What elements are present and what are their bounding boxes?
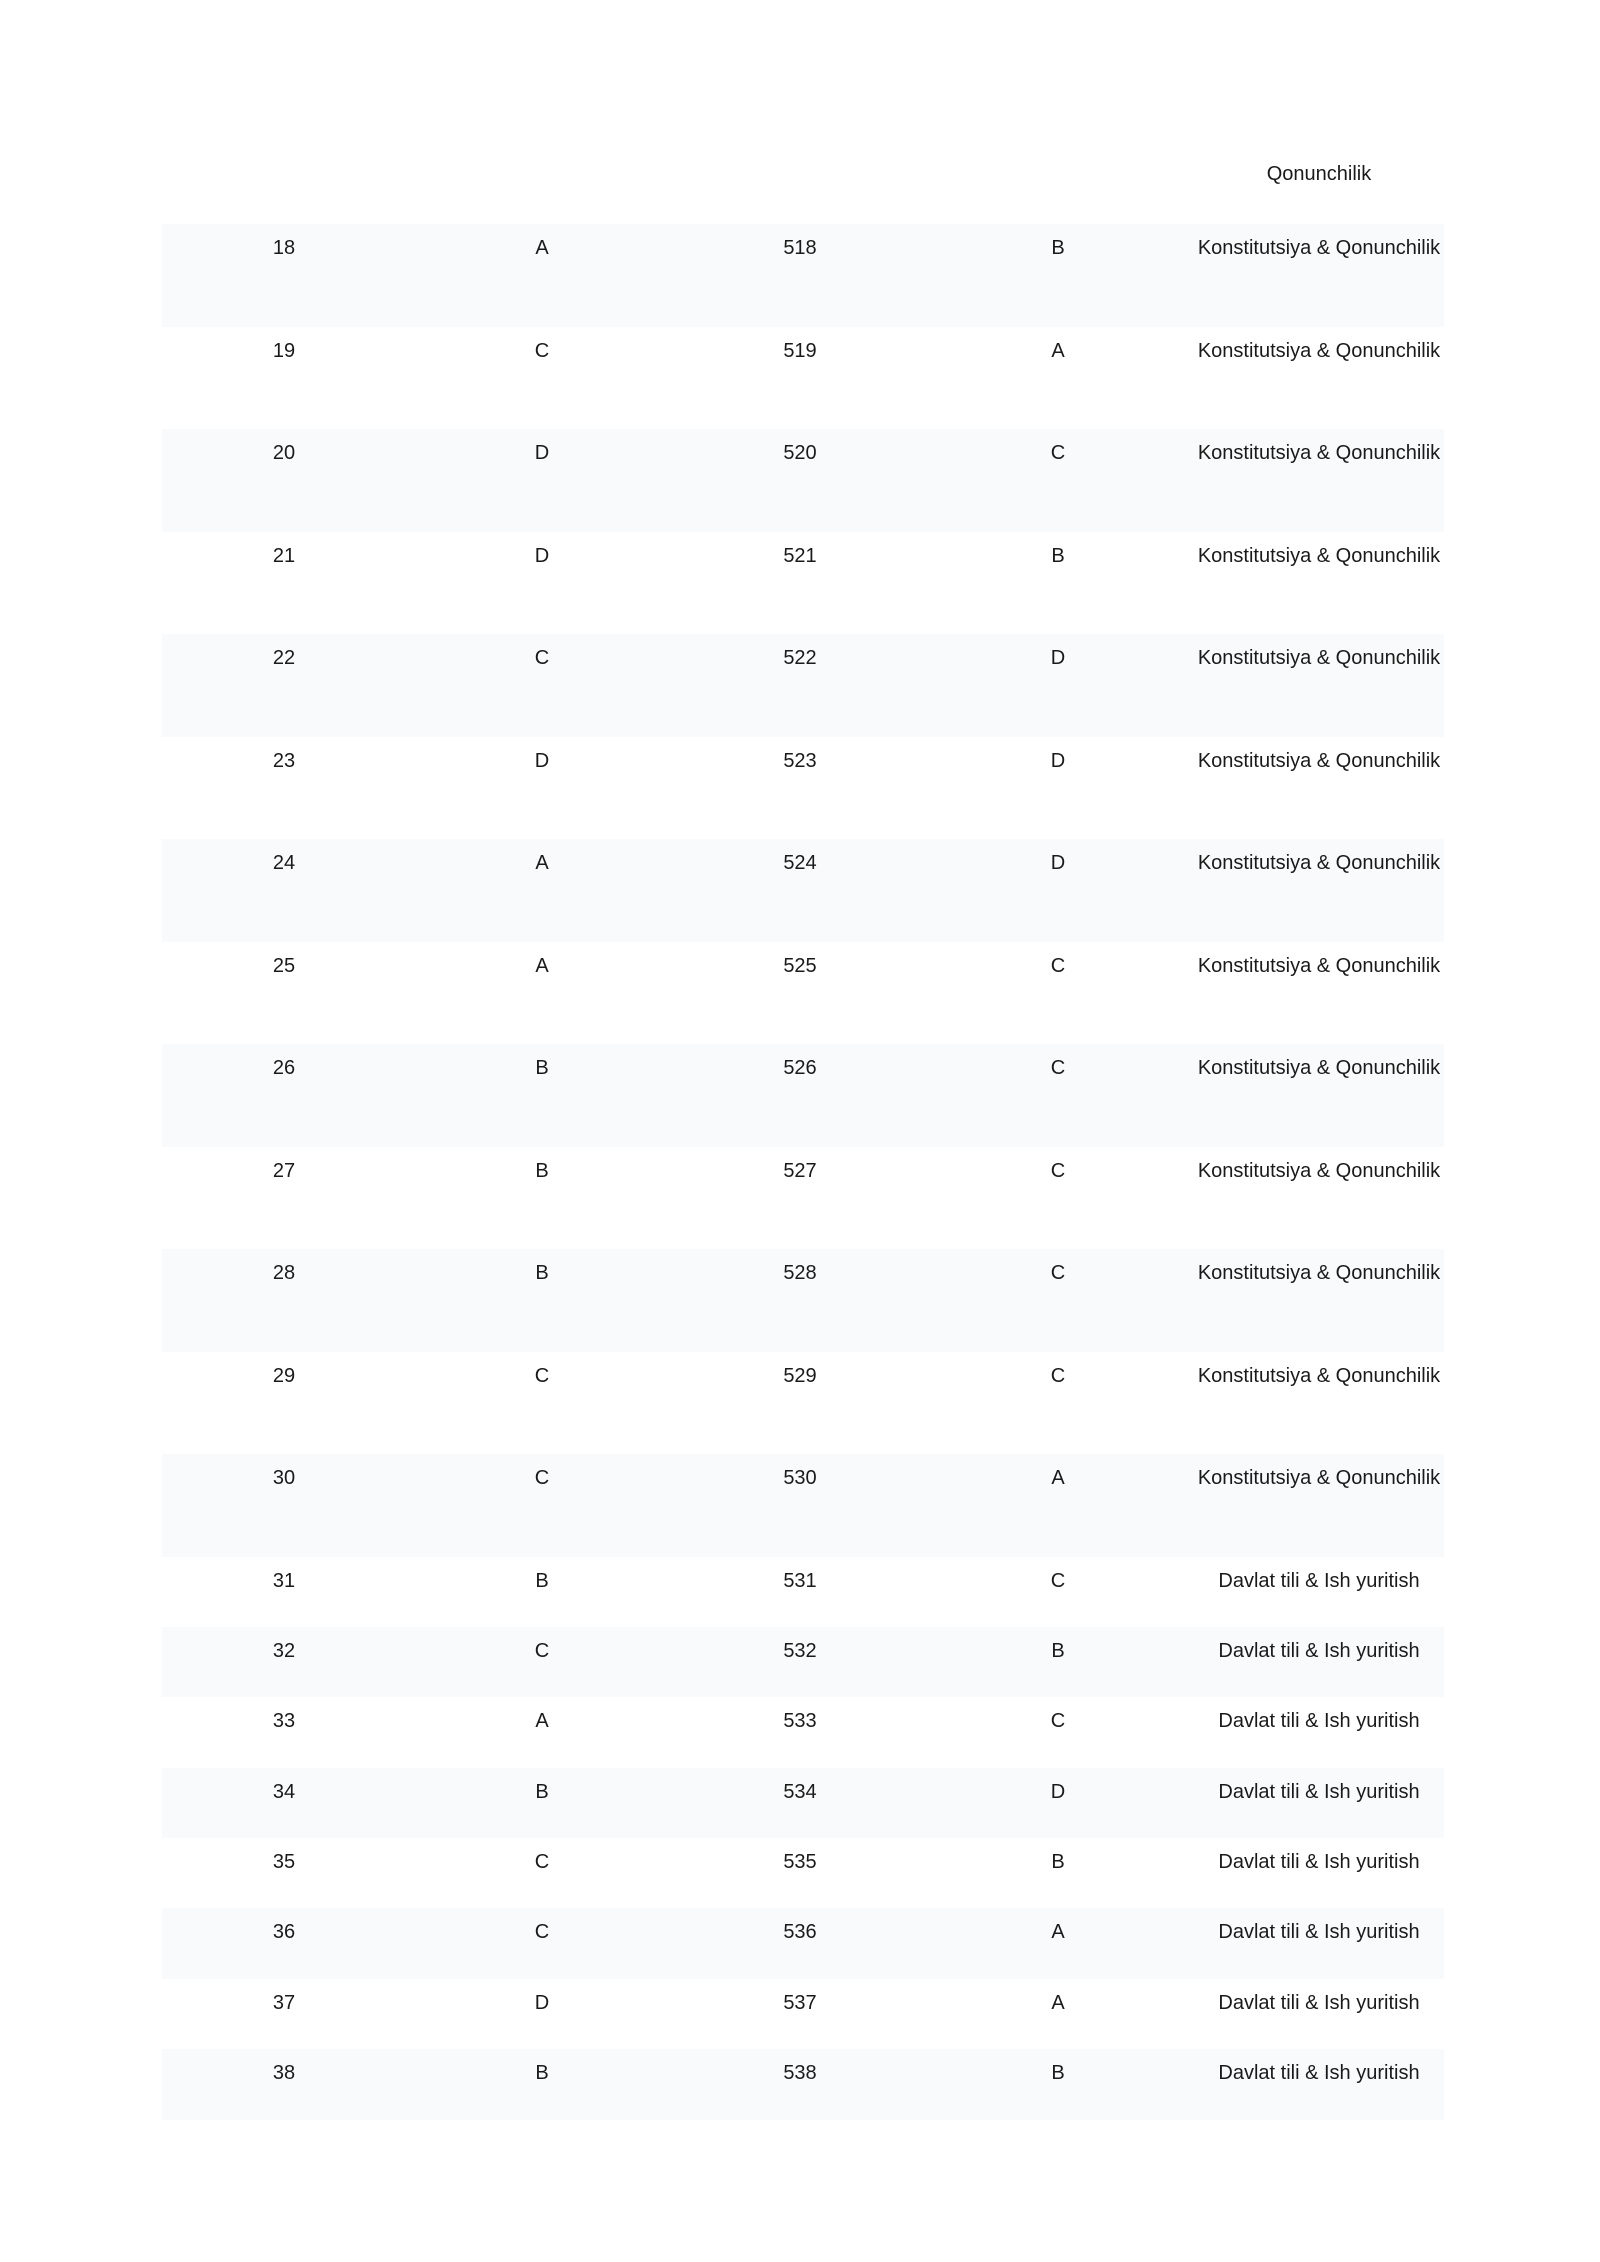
topic-cell: Konstitutsiya & Qonunchilik — [1197, 1467, 1441, 1489]
answer-cell-2: A — [1051, 1921, 1065, 1944]
topic-cell: Davlat tili & Ish yuritish — [1218, 1710, 1420, 1733]
answer-cell-2: B — [1051, 1639, 1065, 1662]
question-number-cell: 35 — [272, 1851, 296, 1874]
table-row — [162, 429, 1444, 532]
question-number-cell: 25 — [272, 954, 296, 977]
question-number-cell-2: 519 — [783, 339, 817, 362]
topic-cell: Konstitutsiya & Qonunchilik — [1197, 852, 1441, 874]
answer-cell: A — [535, 954, 549, 977]
answer-cell: C — [534, 647, 550, 669]
question-number-cell-2: 524 — [783, 852, 817, 874]
topic-cell: Davlat tili & Ish yuritish — [1218, 1780, 1420, 1803]
question-number-cell-2: 527 — [783, 1159, 817, 1182]
question-number-cell: 20 — [272, 442, 296, 464]
table-row — [162, 2049, 1444, 2119]
table-row — [162, 224, 1444, 327]
answer-cell: B — [535, 1057, 549, 1079]
question-number-cell-2: 518 — [783, 237, 817, 259]
answer-cell-2: C — [1050, 442, 1066, 464]
answer-cell-2: D — [1050, 647, 1066, 669]
topic-cell: Konstitutsiya & Qonunchilik — [1197, 1364, 1441, 1387]
answer-cell-2: B — [1051, 1851, 1065, 1874]
question-number-cell-2: 528 — [783, 1262, 817, 1284]
answer-cell: A — [535, 1710, 549, 1733]
question-number-cell: 32 — [272, 1639, 296, 1662]
answer-cell: C — [534, 1851, 550, 1874]
table-row — [162, 1697, 1444, 1767]
topic-cell: Konstitutsiya & Qonunchilik — [1197, 647, 1441, 669]
table-row — [162, 839, 1444, 942]
table-row — [162, 1454, 1444, 1557]
question-number-cell-2: 522 — [783, 647, 817, 669]
answer-cell-2: C — [1050, 1262, 1066, 1284]
topic-cell: Davlat tili & Ish yuritish — [1218, 1569, 1420, 1592]
table-row — [162, 1249, 1444, 1352]
topic-cell: Davlat tili & Ish yuritish — [1218, 2062, 1420, 2085]
question-number-cell: 30 — [272, 1467, 296, 1489]
answer-cell-2: A — [1051, 339, 1065, 362]
table-row — [162, 737, 1444, 840]
answer-cell-2: D — [1050, 1780, 1066, 1803]
question-number-cell: 26 — [272, 1057, 296, 1079]
answer-cell: C — [534, 339, 550, 362]
answer-cell-2: B — [1051, 2062, 1065, 2085]
question-number-cell-2: 536 — [783, 1921, 817, 1944]
answer-cell: A — [535, 852, 549, 874]
question-number-cell: 36 — [272, 1921, 296, 1944]
question-number-cell-2: 534 — [783, 1780, 817, 1803]
answer-cell-2: C — [1050, 1569, 1066, 1592]
table-row — [162, 1557, 1444, 1627]
table-row — [162, 1838, 1444, 1908]
topic-cell: Konstitutsiya & Qonunchilik — [1197, 1262, 1441, 1284]
table-row — [162, 327, 1444, 430]
question-number-cell: 19 — [272, 339, 296, 362]
answer-cell-2: D — [1050, 749, 1066, 772]
answer-cell-2: A — [1051, 1467, 1065, 1489]
table-row — [162, 942, 1444, 1045]
answer-cell: B — [535, 1262, 549, 1284]
table-row — [162, 634, 1444, 737]
topic-cell: Qonunchilik — [1266, 163, 1372, 185]
answer-cell-2: C — [1050, 954, 1066, 977]
question-number-cell: 29 — [272, 1364, 296, 1387]
question-number-cell: 34 — [272, 1780, 296, 1803]
table-row-continued — [162, 158, 1444, 198]
topic-cell: Konstitutsiya & Qonunchilik — [1197, 749, 1441, 772]
table-row — [162, 1768, 1444, 1838]
question-number-cell-2: 520 — [783, 442, 817, 464]
answer-cell-2: A — [1051, 1991, 1065, 2014]
answer-cell: D — [534, 1991, 550, 2014]
question-number-cell-2: 532 — [783, 1639, 817, 1662]
topic-cell: Konstitutsiya & Qonunchilik — [1197, 1159, 1441, 1182]
question-number-cell: 23 — [272, 749, 296, 772]
topic-cell: Konstitutsiya & Qonunchilik — [1197, 544, 1441, 567]
answer-cell: A — [535, 237, 549, 259]
topic-cell: Konstitutsiya & Qonunchilik — [1197, 237, 1441, 259]
answer-table — [162, 224, 1444, 2120]
question-number-cell: 21 — [272, 544, 296, 567]
answer-cell: B — [535, 1780, 549, 1803]
table-row — [162, 532, 1444, 635]
table-row — [162, 1627, 1444, 1697]
answer-cell-2: C — [1050, 1710, 1066, 1733]
answer-cell-2: B — [1051, 237, 1065, 259]
question-number-cell: 31 — [272, 1569, 296, 1592]
answer-cell: B — [535, 1569, 549, 1592]
answer-cell-2: C — [1050, 1057, 1066, 1079]
topic-cell: Konstitutsiya & Qonunchilik — [1197, 954, 1441, 977]
topic-cell: Davlat tili & Ish yuritish — [1218, 1991, 1420, 2014]
question-number-cell: 22 — [272, 647, 296, 669]
topic-cell: Konstitutsiya & Qonunchilik — [1197, 442, 1441, 464]
question-number-cell-2: 521 — [783, 544, 817, 567]
question-number-cell-2: 531 — [783, 1569, 817, 1592]
question-number-cell: 27 — [272, 1159, 296, 1182]
table-row — [162, 1908, 1444, 1978]
table-row — [162, 1352, 1444, 1455]
table-row — [162, 1147, 1444, 1250]
question-number-cell: 18 — [272, 237, 296, 259]
question-number-cell-2: 533 — [783, 1710, 817, 1733]
topic-cell: Davlat tili & Ish yuritish — [1218, 1851, 1420, 1874]
topic-cell: Davlat tili & Ish yuritish — [1218, 1639, 1420, 1662]
answer-cell-2: B — [1051, 544, 1065, 567]
topic-cell: Konstitutsiya & Qonunchilik — [1197, 1057, 1441, 1079]
answer-cell: C — [534, 1921, 550, 1944]
question-number-cell-2: 537 — [783, 1991, 817, 2014]
table-row — [162, 1044, 1444, 1147]
topic-cell: Davlat tili & Ish yuritish — [1218, 1921, 1420, 1944]
question-number-cell-2: 523 — [783, 749, 817, 772]
answer-cell: D — [534, 749, 550, 772]
question-number-cell: 33 — [272, 1710, 296, 1733]
answer-cell-2: D — [1050, 852, 1066, 874]
topic-cell: Konstitutsiya & Qonunchilik — [1197, 339, 1441, 362]
question-number-cell-2: 530 — [783, 1467, 817, 1489]
question-number-cell: 38 — [272, 2062, 296, 2085]
question-number-cell-2: 529 — [783, 1364, 817, 1387]
answer-cell: C — [534, 1467, 550, 1489]
answer-cell-2: C — [1050, 1364, 1066, 1387]
question-number-cell-2: 525 — [783, 954, 817, 977]
table-row — [162, 1979, 1444, 2049]
question-number-cell-2: 538 — [783, 2062, 817, 2085]
question-number-cell-2: 535 — [783, 1851, 817, 1874]
answer-cell: D — [534, 442, 550, 464]
question-number-cell: 24 — [272, 852, 296, 874]
question-number-cell-2: 526 — [783, 1057, 817, 1079]
question-number-cell: 28 — [272, 1262, 296, 1284]
answer-cell: D — [534, 544, 550, 567]
answer-cell: C — [534, 1639, 550, 1662]
question-number-cell: 37 — [272, 1991, 296, 2014]
answer-cell-2: C — [1050, 1159, 1066, 1182]
answer-cell: B — [535, 1159, 549, 1182]
answer-cell: C — [534, 1364, 550, 1387]
answer-cell: B — [535, 2062, 549, 2085]
